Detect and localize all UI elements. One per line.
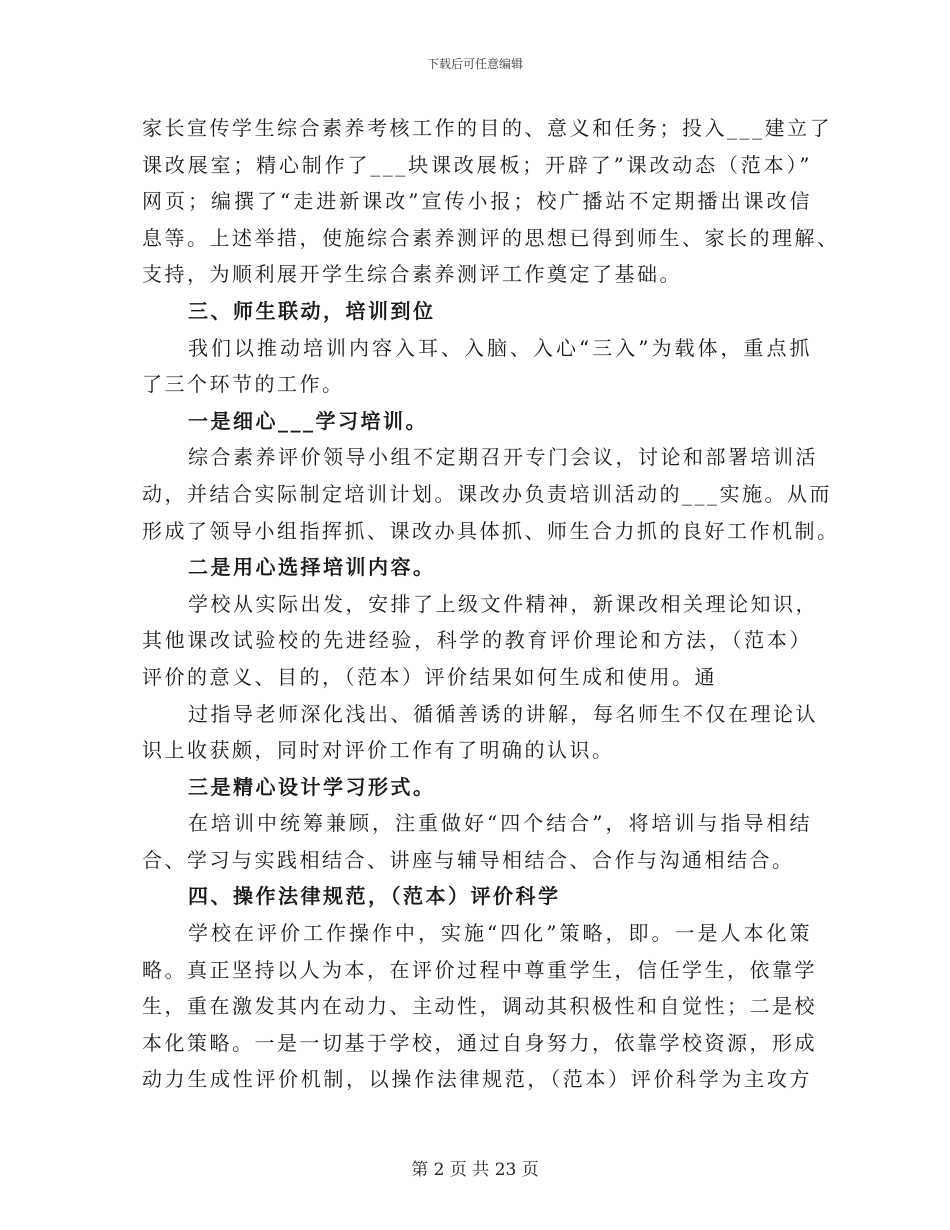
body-line: 网页；编撰了“走进新课改”宣传小报；校广播站不定期播出课改信 xyxy=(142,189,812,214)
subsection-heading: 一是细心___学习培训。 xyxy=(188,408,428,433)
section-heading: 三、师生联动，培训到位 xyxy=(188,298,436,323)
body-line: 形成了领导小组指挥抓、课改办具体抓、师生合力抓的良好工作机制。 xyxy=(142,518,840,543)
body-line: 生，重在激发其内在动力、主动性，调动其积极性和自觉性；二是校 xyxy=(142,994,817,1019)
body-line: 合、学习与实践相结合、讲座与辅导相结合、合作与沟通相结合。 xyxy=(142,847,795,872)
body-line: 我们以推动培训内容入耳、入脑、入心“三入”为载体，重点抓 xyxy=(188,335,812,360)
body-line: 在培训中统筹兼顾，注重做好“四个结合”，将培训与指导相结 xyxy=(188,811,812,836)
body-line: 本化策略。一是一切基于学校，通过自身努力，依靠学校资源，形成 xyxy=(142,1030,817,1055)
body-line: 评价的意义、目的，（范本）评价结果如何生成和使用。通 xyxy=(142,664,717,689)
body-line: 动，并结合实际制定培训计划。课改办负责培训活动的___实施。从而 xyxy=(142,481,832,506)
body-line: 课改展室；精心制作了___块课改展板；开辟了”课改动态（范本）” xyxy=(142,152,812,177)
section-heading: 四、操作法律规范，（范本）评价科学 xyxy=(188,884,561,909)
body-line: 综合素养评价领导小组不定期召开专门会议，讨论和部署培训活 xyxy=(188,445,818,470)
subsection-heading: 二是用心选择培训内容。 xyxy=(188,555,436,580)
subsection-heading: 三是精心设计学习形式。 xyxy=(188,774,436,799)
document-body xyxy=(142,110,840,1098)
body-line: 学校从实际出发，安排了上级文件精神，新课改相关理论知识， xyxy=(188,591,818,616)
body-line: 支持，为顺利展开学生综合素养测评工作奠定了基础。 xyxy=(142,262,682,287)
page-footer: 第 2 页 共 23 页 xyxy=(411,1160,539,1180)
body-line: 识上收获颇，同时对评价工作有了明确的认识。 xyxy=(142,738,615,763)
body-line: 过指导老师深化浅出、循循善诱的讲解，每名师生不仅在理论认 xyxy=(188,701,818,726)
page-header: 下载后可任意编辑 xyxy=(426,57,523,71)
body-line: 家长宣传学生综合素养考核工作的目的、意义和任务；投入___建立了 xyxy=(142,116,832,140)
body-line: 了三个环节的工作。 xyxy=(142,372,345,397)
body-line: 略。真正坚持以人为本，在评价过程中尊重学生，信任学生，依靠学 xyxy=(142,957,817,982)
body-line: 其他课改试验校的先进经验，科学的教育评价理论和方法，（范本） xyxy=(142,628,812,653)
body-line: 息等。上述举措，使施综合素养测评的思想已得到师生、家长的理解、 xyxy=(142,225,840,250)
body-line: 学校在评价工作操作中，实施“四化”策略，即。一是人本化策 xyxy=(188,921,812,946)
body-line: 动力生成性评价机制，以操作法律规范，（范本）评价科学为主攻方 xyxy=(142,1067,812,1092)
